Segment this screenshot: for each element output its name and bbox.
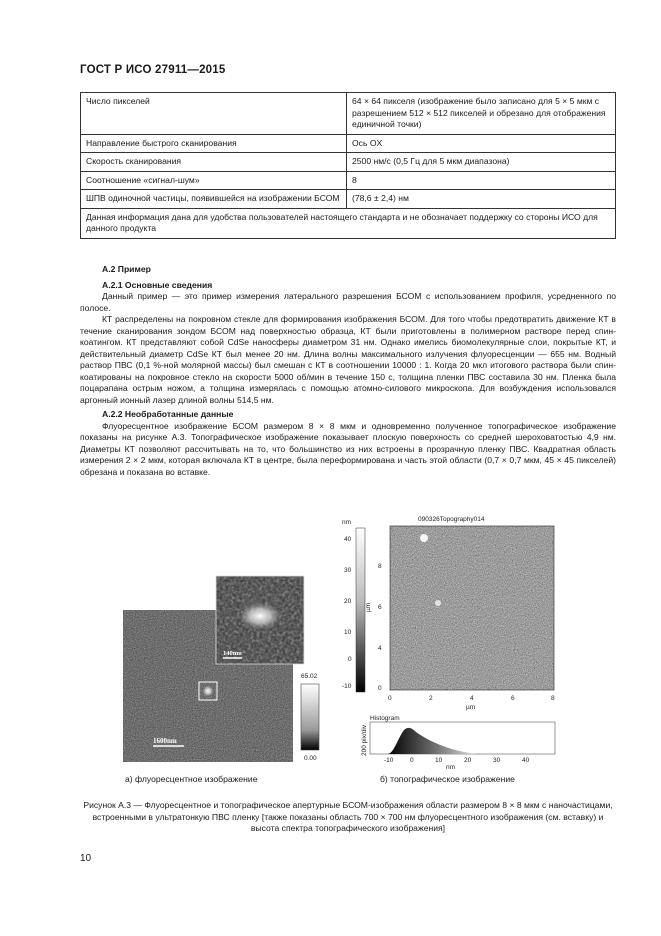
section-heading-a2: А.2 Пример [102,264,151,274]
histogram-title: Histogram [370,715,400,722]
document-header: ГОСТ Р ИСО 27911—2015 [80,64,226,76]
histogram-ylabel: 200 pix/div [361,724,368,756]
param-name: Соотношение «сигнал-шум» [81,171,347,190]
topography-colorbar [356,528,365,692]
paragraph: Флуоресцентное изображение БСОМ размером 8 × 8 мкм и одновременно полученное топографическое изображение показаны на рисунке А.3. Топографическое изображение показывает плоскую поверхность со средней шероховатостью 4,9 нм. Диаметры КТ позволяют рассчитывать на то, что большинство из них встроены в прозрачную пленку ПВС. Квадратная область измерения 2 × 2 мкм, которая включала КТ в центре, была переформирована и часть этой области (0,7 × 0,7 мкм, 45 × 45 пикселей) обрезана и показана во вставке. [80,420,616,477]
param-name: Направление быстрого сканирования [81,134,347,153]
x-axis-label: µm [466,704,476,711]
table-row [81,190,616,209]
topography-title: 090326Topography014 [418,516,485,523]
section-heading-a22: А.2.2 Необработанные данные [102,409,234,419]
y-tick: 6 [378,604,382,611]
hist-tick: 40 [522,757,530,764]
colorbar-unit: nm [342,519,352,526]
cb-tick: 10 [344,629,352,636]
hist-tick: 0 [410,757,414,764]
inset-scale-label: 140nm [223,650,242,657]
x-tick: 8 [551,695,555,702]
y-tick: 0 [378,685,382,692]
param-value: 64 × 64 пикселя (изображение было записано для 5 × 5 мкм с разрешением 512 × 512 пикселей и обрезано для отображения единичной точки) [347,93,616,135]
colorbar-max: 65.02 [301,673,318,680]
param-name: Число пикселей [81,93,347,135]
scale-label: 1600nm [153,737,177,745]
param-value: 8 [347,171,616,190]
y-tick: 8 [378,563,382,570]
hist-tick: 30 [493,757,501,764]
param-value: (78,6 ± 2,4) нм [347,190,616,209]
x-tick: 2 [429,695,433,702]
x-tick: 0 [388,695,392,702]
table-row [81,171,616,190]
page-number: 10 [80,853,92,864]
cb-tick: 0 [348,656,352,663]
y-tick: 4 [378,645,382,652]
main-text [80,264,616,478]
x-tick: 6 [511,695,515,702]
parameters-table [80,92,616,239]
param-value: 2500 нм/с (0,5 Гц для 5 мкм диапазона) [347,153,616,172]
histogram-xlabel: nm [446,764,456,770]
cb-tick: -10 [342,683,352,690]
table-note-row [81,208,616,238]
y-axis-label: µm [365,602,372,612]
table-row [81,134,616,153]
caption-a: а) флуоресцентное изображение [125,774,258,784]
table-note: Данная информация дана для удобства пользователей настоящего стандарта и не обозначает поддержку со стороны ИСО для данного продукта [81,208,616,238]
x-tick: 4 [470,695,474,702]
paragraph: Данный пример — это пример измерения латерального разрешения БСОМ с использованием профиля, усредненного по полосе. [80,291,616,313]
table-row [81,153,616,172]
quantum-dot-spot [202,685,214,697]
section-heading-a21: А.2.1 Основные сведения [102,279,213,290]
param-value: Ось OX [347,134,616,153]
inset-spot [238,602,282,630]
topography-figure [340,512,565,770]
figure-caption: Рисунок А.3 — Флуоресцентное и топографическое апертурные БСОМ-изображения области размером 8 × 8 мкм с наночастицами, встроенными в ультратонкую ПВС пленку [также показаны область 700 × 700 нм флуоресцентного изображения (см. вставку) и высота спектра топографического изображения] [83,800,613,833]
table-row [81,93,616,135]
hist-tick: 10 [435,757,443,764]
cb-tick: 40 [344,536,352,543]
colorbar-min: 0.00 [304,755,317,762]
param-name: Скорость сканирования [81,153,347,172]
paragraph: КТ распределены на покровном стекле для формирования изображения БСОМ. Для того чтобы предотвратить движение КТ в течение сканирования зондом БСОМ над поверхностью образца, КТ были приготовлены в полимерном растворе перед спин-коатингом. КТ представляют собой CdSe наносферы диаметром 31 нм. Однако имелись биомолекулярные слои, покрытые КТ, и действительный диаметр CdSe КТ был менее 20 нм. Длина волны максимального излучения флуоресценции — 655 нм. Водный раствор ПВС (0,1 %-ной молярной массы) был смешан с КТ в соотношении 10000 : 1. Когда 20 мкл итогового раствора были спин-коатированы на покровное стекло на скорости 5000 об/мин в течение 150 с, толщина пленки ПВС составила 30 нм. Пленка была поцарапана острым ножом, а толщина измерялась с помощью атомно-силового микроскопа. Для возбуждения использовался аргонный ионный лазер длиной волны 514,5 нм. [80,314,616,405]
cb-tick: 20 [344,598,352,605]
fluorescence-figure [120,574,330,766]
colorbar [301,684,319,750]
param-name: ШПВ одиночной частицы, появившейся на изображении БСОМ [81,190,347,209]
cb-tick: 30 [344,567,352,574]
caption-b: б) топографическое изображение [380,774,515,784]
hist-tick: -10 [384,757,394,764]
hist-tick: 20 [464,757,472,764]
